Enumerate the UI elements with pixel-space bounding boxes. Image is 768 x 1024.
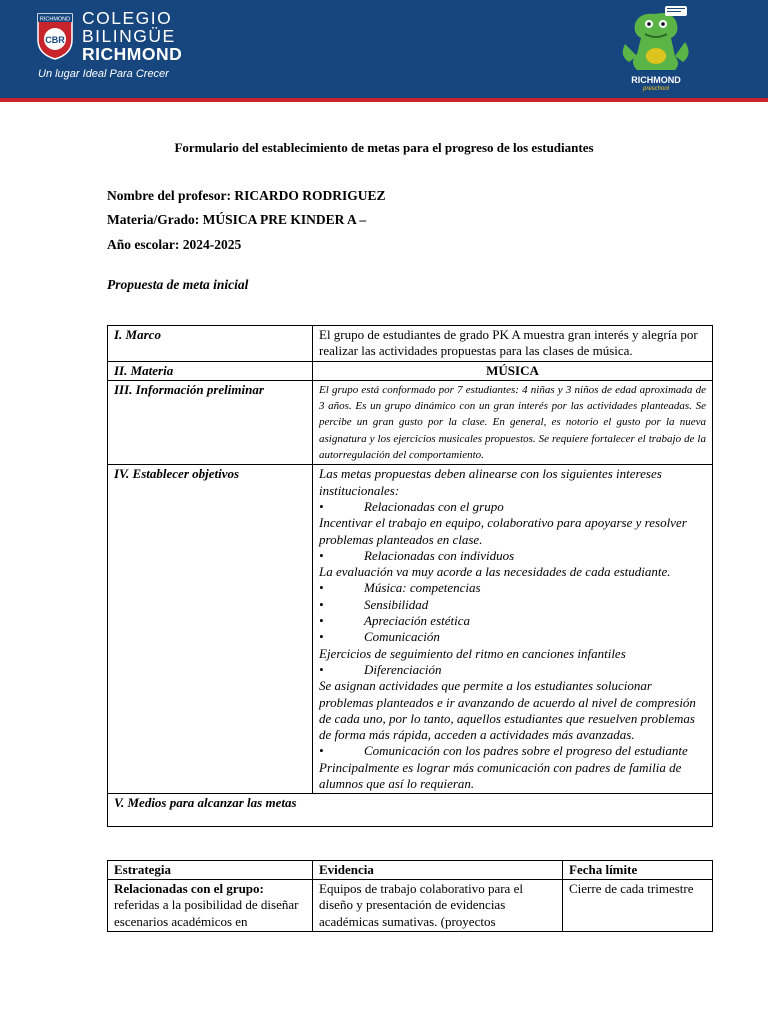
strategy-table — [107, 860, 713, 932]
list-item — [319, 597, 706, 613]
bullet-icon: • — [319, 629, 324, 645]
preschool-name: RICHMOND — [631, 75, 681, 85]
school-slogan: Un lugar Ideal Para Crecer — [38, 68, 169, 80]
brand-line-3: RICHMOND — [82, 44, 183, 64]
bullet-sensibilidad: Sensibilidad — [364, 596, 429, 612]
list-item — [319, 662, 706, 678]
subject-grade: Materia/Grado: MÚSICA PRE KINDER A – — [107, 212, 367, 227]
bullet-icon: • — [319, 596, 324, 612]
bullet-diferenciacion: Diferenciación — [364, 661, 442, 677]
list-item — [319, 629, 706, 645]
materia-label: II. Materia — [108, 361, 313, 380]
list-item — [319, 743, 706, 759]
info-prelim-text: El grupo está conformado por 7 estudiantes: 4 niñas y 3 niños de edad aproximada de 3 años. Es un grupo dinámico con un gran interés por las actividades planteadas. Se percibe un gran gusto por la clase. En general, es notorio el gusto por la nueva asignatura y los ejercicios musicales propuestos. Se requiere fortalecer el trabajo de la autorregulación del comportamiento. — [313, 380, 713, 464]
marco-text: El grupo de estudiantes de grado PK A muestra gran interés y alegría por realizar las actividades propuestas para las clases de música. — [313, 326, 713, 362]
brand-line-2: BILINGÜE — [82, 26, 176, 46]
table-row — [108, 880, 713, 932]
header-evidence: Evidencia — [313, 861, 563, 880]
list-item — [319, 613, 706, 629]
proposal-heading: Propuesta de meta inicial — [107, 277, 249, 292]
table-header-row — [108, 861, 713, 880]
bullet-icon: • — [319, 498, 324, 514]
table-row — [108, 361, 713, 380]
table-row — [108, 465, 713, 794]
objetivos-intro: Las metas propuestas deben alinearse con los siguientes intereses institucionales: — [319, 466, 662, 498]
bullet-musica: Música: competencias — [364, 580, 481, 596]
school-brand — [82, 9, 182, 63]
strategy-cell — [108, 880, 313, 932]
bullet-icon: • — [319, 613, 324, 629]
header-strategy: Estrategia — [108, 861, 313, 880]
header-stripe — [0, 98, 768, 102]
list-item — [319, 580, 706, 596]
info-prelim-label: III. Información preliminar — [108, 380, 313, 464]
header-deadline: Fecha límite — [563, 861, 713, 880]
header-banner — [0, 0, 768, 98]
bullet-padres: Comunicación con los padres sobre el progreso del estudiante — [364, 743, 688, 759]
bullet-individuos: Relacionadas con individuos — [364, 547, 515, 563]
bullet-icon: • — [319, 661, 324, 677]
text-padres: Principalmente es lograr más comunicación con padres de familia de alumnos que así lo requieran. — [319, 759, 682, 792]
text-individuos: La evaluación va muy acorde a las necesidades de cada estudiante. — [319, 564, 671, 580]
bullet-icon: • — [319, 580, 324, 596]
preschool-subtitle: preschool — [642, 86, 669, 92]
document-title: Formulario del establecimiento de metas para el progreso de los estudiantes — [174, 140, 594, 155]
strategy-text: referidas a la posibilidad de diseñar escenarios académicos en — [114, 897, 299, 929]
bullet-comunicacion: Comunicación — [364, 629, 440, 645]
bullet-apreciacion: Apreciación estética — [364, 613, 471, 629]
school-shield-logo — [36, 12, 74, 60]
text-ritmo: Ejercicios de seguimiento del ritmo en canciones infantiles — [319, 645, 626, 661]
medios-label: V. Medios para alcanzar las metas — [108, 794, 713, 827]
list-item — [319, 499, 706, 515]
list-item — [319, 548, 706, 564]
marco-label: I. Marco — [108, 326, 313, 362]
deadline-cell: Cierre de cada trimestre — [563, 880, 713, 932]
bullet-icon: • — [319, 547, 324, 563]
bullet-grupo: Relacionadas con el grupo — [364, 498, 504, 514]
text-grupo: Incentivar el trabajo en equipo, colaborativo para apoyarse y resolver problemas planteados en clase. — [319, 515, 687, 547]
school-year: Año escolar: 2024-2025 — [107, 237, 242, 252]
table-row — [108, 794, 713, 827]
goals-table — [107, 325, 713, 827]
evidence-cell: Equipos de trabajo colaborativo para el diseño y presentación de evidencias académicas sumativas. (proyectos — [313, 880, 563, 932]
table-row — [108, 380, 713, 464]
materia-value: MÚSICA — [313, 361, 713, 380]
teacher-name: Nombre del profesor: RICARDO RODRIGUEZ — [107, 188, 386, 203]
shield-top-text: RICHMOND — [39, 16, 71, 23]
objetivos-label: IV. Establecer objetivos — [108, 465, 313, 794]
table-row — [108, 326, 713, 362]
bullet-icon: • — [319, 743, 324, 759]
brand-line-1: COLEGIO — [82, 8, 173, 28]
strategy-title: Relacionadas con el grupo: — [114, 881, 264, 896]
shield-text: CBR — [45, 35, 65, 45]
text-diferenciacion: Se asignan actividades que permite a los estudiantes solucionar problemas planteados e ir avanzando de acuerdo al nivel de compresión de cada uno, por lo tanto, aquellos estudiantes que resuelven problemas de forma más rápida, acceden a actividades más avanzadas. — [319, 678, 696, 743]
objetivos-content — [313, 465, 713, 794]
